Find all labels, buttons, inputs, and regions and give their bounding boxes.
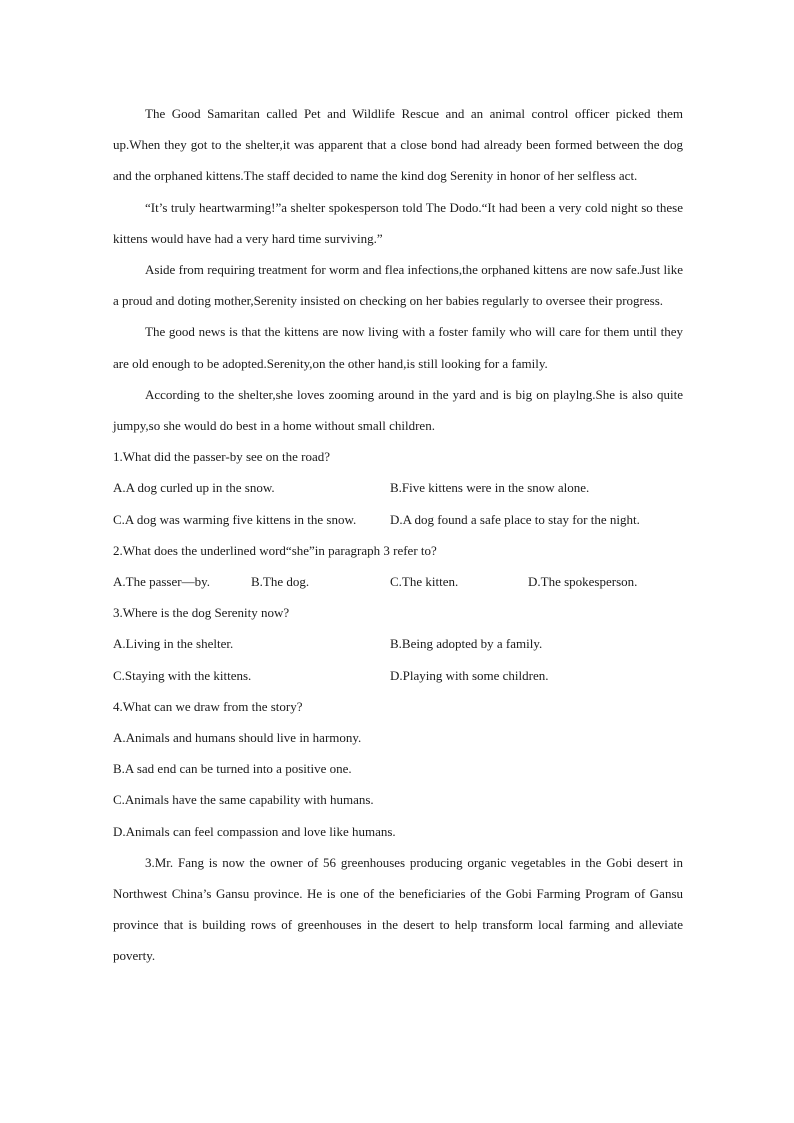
question-3	[113, 597, 683, 691]
option-d: D.The spokesperson.	[528, 574, 638, 590]
option-a: A.A dog curled up in the snow.	[113, 480, 275, 496]
next-passage-paragraph: 3.Mr. Fang is now the owner of 56 greenhouses producing organic vegetables in the Gobi desert in Northwest China’s Gansu province. He is one of the beneficiaries of the Gobi Farming Program of Gansu province that is building rows of greenhouses in the desert to help transform local farming and alleviate poverty.	[113, 854, 683, 964]
question-stem: 4.What can we draw from the story?	[113, 698, 303, 714]
option-c: C.The kitten.	[390, 574, 459, 590]
passage-paragraph: “It’s truly heartwarming!”a shelter spokesperson told The Dodo.“It had been a very cold night so these kittens would have had a very hard time surviving.”	[113, 199, 683, 246]
passage-paragraph: According to the shelter,she loves zooming around in the yard and is big on playlng.She is also quite jumpy,so she would do best in a home without small children.	[113, 386, 683, 434]
question-2	[113, 535, 683, 597]
option-c: C.Animals have the same capability with humans.	[113, 792, 374, 808]
question-stem: 3.Where is the dog Serenity now?	[113, 605, 290, 621]
option-d: D.Playing with some children.	[390, 667, 549, 683]
passage-paragraph: The Good Samaritan called Pet and Wildlife Rescue and an animal control officer picked them up.When they got to the shelter,it was apparent that a close bond had already been formed between the dog and the orphaned kittens.The staff decided to name the kind dog Serenity in honor of her selfless act.	[113, 106, 683, 184]
passage-paragraph: Aside from requiring treatment for worm and flea infections,the orphaned kittens are now safe.Just like a proud and doting mother,Serenity insisted on checking on her babies regularly to oversee their progress.	[113, 262, 683, 309]
option-c: C.A dog was warming five kittens in the snow.	[113, 511, 357, 527]
question-stem: 2.What does the underlined word“she”in paragraph 3 refer to?	[113, 542, 437, 558]
option-a: A.Living in the shelter.	[113, 636, 234, 652]
option-b: B.Being adopted by a family.	[390, 636, 543, 652]
option-b: B.The dog.	[251, 574, 310, 590]
question-1	[113, 441, 683, 535]
question-stem: 1.What did the passer-by see on the road?	[113, 449, 331, 465]
passage-paragraph: The good news is that the kittens are now living with a foster family who will care for them until they are old enough to be adopted.Serenity,on the other hand,is still looking for a family.	[113, 324, 683, 371]
option-b: B.A sad end can be turned into a positive one.	[113, 761, 352, 777]
option-c: C.Staying with the kittens.	[113, 667, 252, 683]
question-4	[113, 691, 683, 847]
document-page	[113, 98, 683, 972]
option-a: A.Animals and humans should live in harmony.	[113, 730, 362, 746]
option-d: D.Animals can feel compassion and love like humans.	[113, 823, 396, 839]
option-b: B.Five kittens were in the snow alone.	[390, 480, 590, 496]
option-a: A.The passer—by.	[113, 574, 210, 590]
option-d: D.A dog found a safe place to stay for the night.	[390, 511, 640, 527]
